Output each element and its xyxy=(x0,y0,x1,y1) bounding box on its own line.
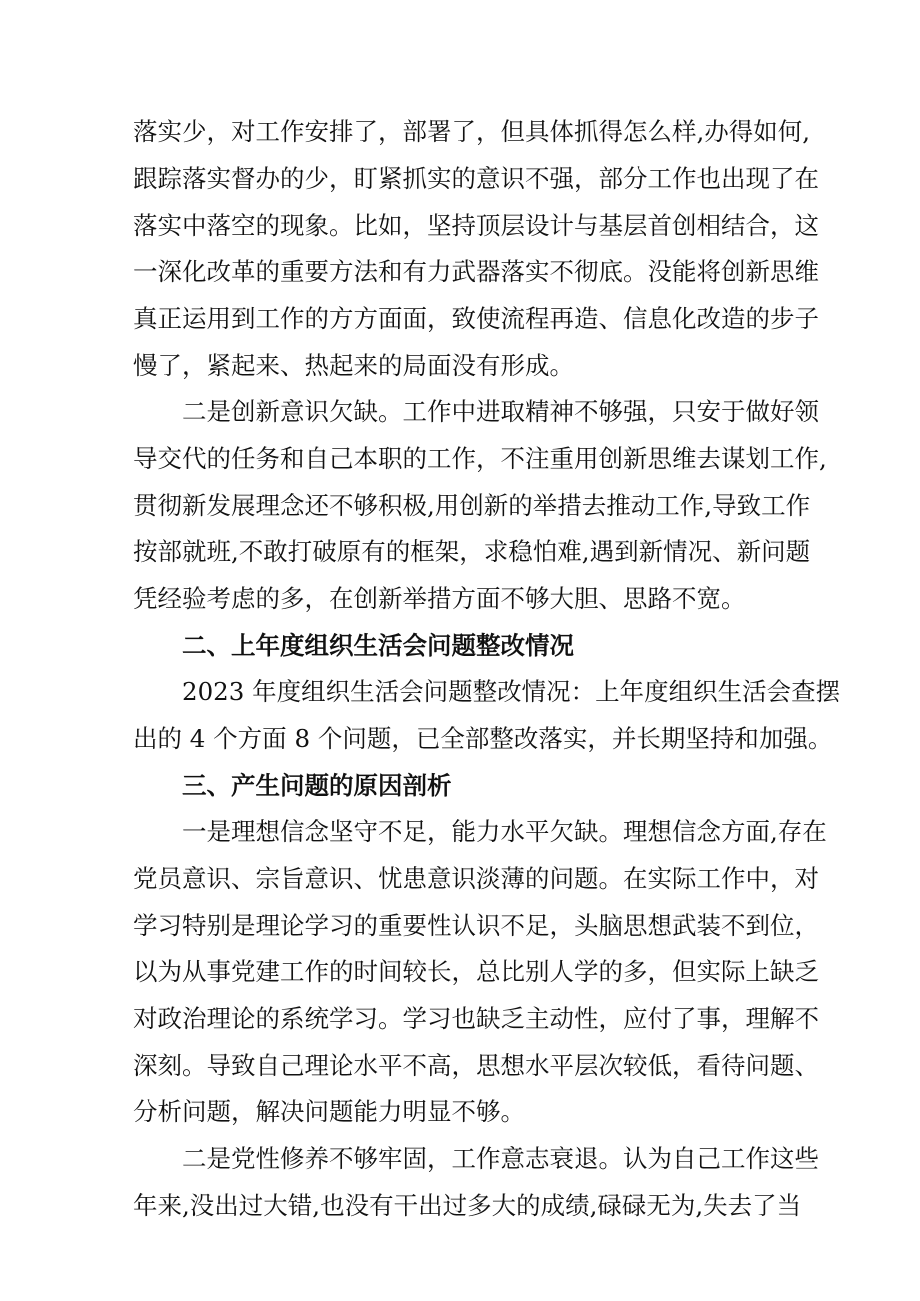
section-heading: 二、上年度组织生活会问题整改情况 xyxy=(182,631,574,660)
paragraph-first-line: 一是理想信念坚守不足，能力水平欠缺。理想信念方面,存在 xyxy=(182,817,827,846)
paragraph-first-line: 2023 年度组织生活会问题整改情况：上年度组织生活会查摆 xyxy=(182,677,841,706)
section-heading: 三、产生问题的原因剖析 xyxy=(182,771,452,800)
body-text-line: 真正运用到工作的方方面面，致使流程再造、信息化改造的步子 xyxy=(133,304,819,333)
body-text-line: 深刻。导致自己理论水平不高，思想水平层次较低，看待问题、 xyxy=(133,1051,819,1080)
body-text-line: 落实中落空的现象。比如，坚持顶层设计与基层首创相结合，这 xyxy=(133,211,819,240)
body-text-line: 出的 4 个方面 8 个问题，已全部整改落实，并长期坚持和加强。 xyxy=(133,724,833,753)
body-text-line: 分析问题，解决问题能力明显不够。 xyxy=(133,1097,525,1126)
paragraph-first-line: 二是党性修养不够牢固，工作意志衰退。认为自己工作这些 xyxy=(182,1144,819,1173)
body-text-line: 年来,没出过大错,也没有干出过多大的成绩,碌碌无为,失去了当 xyxy=(133,1191,802,1220)
body-text-line: 按部就班,不敢打破原有的框架，求稳怕难,遇到新情况、新问题 xyxy=(133,537,811,566)
body-text-line: 跟踪落实督办的少，盯紧抓实的意识不强，部分工作也出现了在 xyxy=(133,164,819,193)
body-text-line: 贯彻新发展理念还不够积极,用创新的举措去推动工作,导致工作 xyxy=(133,491,811,520)
body-text-line: 党员意识、宗旨意识、忧患意识淡薄的问题。在实际工作中，对 xyxy=(133,864,819,893)
body-text-line: 学习特别是理论学习的重要性认识不足，头脑思想武装不到位， xyxy=(133,911,819,940)
body-text-line: 一深化改革的重要方法和有力武器落实不彻底。没能将创新思维 xyxy=(133,257,819,286)
body-text-line: 慢了，紧起来、热起来的局面没有形成。 xyxy=(133,351,574,380)
body-text-line: 导交代的任务和自己本职的工作，不注重用创新思维去谋划工作, xyxy=(133,444,827,473)
paragraph-first-line: 二是创新意识欠缺。工作中进取精神不够强，只安于做好领 xyxy=(182,397,819,426)
body-text-line: 对政治理论的系统学习。学习也缺乏主动性，应付了事，理解不 xyxy=(133,1004,819,1033)
body-text-line: 以为从事党建工作的时间较长，总比别人学的多，但实际上缺乏 xyxy=(133,957,819,986)
body-text-line: 落实少，对工作安排了，部署了，但具体抓得怎么样,办得如何, xyxy=(133,117,811,146)
body-text-line: 凭经验考虑的多，在创新举措方面不够大胆、思路不宽。 xyxy=(133,584,746,613)
